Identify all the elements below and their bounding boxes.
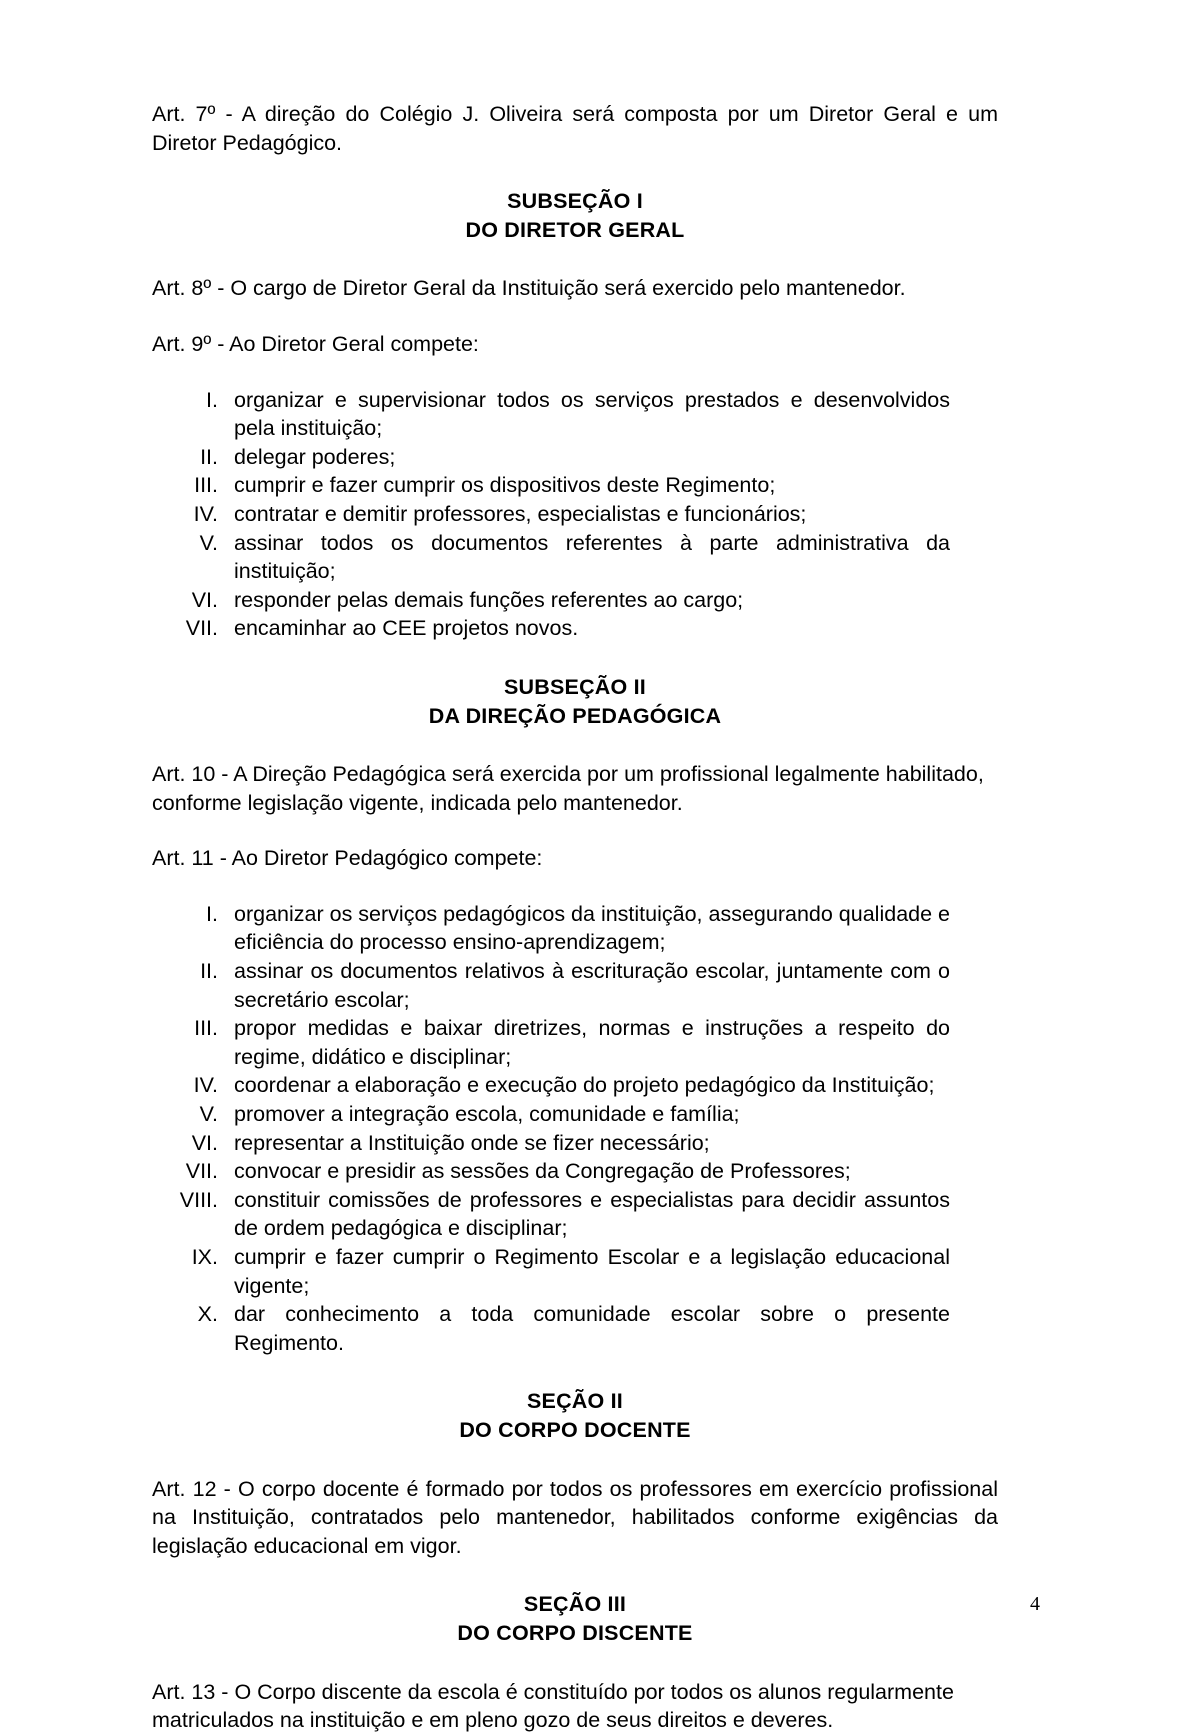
list-item <box>152 500 950 529</box>
list-item-marker: VI. <box>191 587 218 612</box>
list-item-marker: V. <box>199 1102 218 1127</box>
list-item <box>152 957 950 1014</box>
list-item <box>152 1243 950 1300</box>
paragraph-art-10: Art. 10 - A Direção Pedagógica será exercida por um profissional legalmente habilitado, conforme legislação vigente, indicada pelo mantenedor. <box>152 762 984 815</box>
spacer <box>152 1560 998 1590</box>
list-item-marker: IV. <box>193 1073 218 1098</box>
heading-subsecao-1-line-1: SUBSEÇÃO I <box>507 189 643 214</box>
list-item-marker: III. <box>194 1016 218 1041</box>
heading-subsecao-1-line-2: DO DIRETOR GERAL <box>465 217 685 242</box>
spacer <box>152 157 998 187</box>
list-item-marker: VII. <box>185 1159 218 1184</box>
list-item <box>152 1157 950 1186</box>
heading-subsecao-2 <box>152 673 998 730</box>
list-item-marker: VIII. <box>179 1187 218 1212</box>
list-item-text: encaminhar ao CEE projetos novos. <box>234 616 579 641</box>
list-item <box>152 586 950 615</box>
list-art-11-items <box>152 900 950 1358</box>
page-number: 4 <box>1030 1593 1040 1615</box>
heading-secao-2-line-1: SEÇÃO II <box>527 1389 623 1414</box>
spacer <box>152 244 998 274</box>
list-item-text: organizar e supervisionar todos os serviços prestados e desenvolvidos pela instituição; <box>234 387 950 441</box>
spacer <box>152 1648 998 1678</box>
list-item <box>152 386 950 443</box>
paragraph-art-7: Art. 7º - A direção do Colégio J. Oliveira será composta por um Diretor Geral e um Diretor Pedagógico. <box>152 102 998 155</box>
list-item-text: constituir comissões de professores e especialistas para decidir assuntos de ordem pedagógica e disciplinar; <box>234 1187 950 1241</box>
list-item-marker: III. <box>194 473 218 498</box>
list-item-marker: IV. <box>193 501 218 526</box>
paragraph-art-8: Art. 8º - O cargo de Diretor Geral da Instituição será exercido pelo mantenedor. <box>152 276 906 301</box>
list-item-text: convocar e presidir as sessões da Congregação de Professores; <box>234 1159 851 1184</box>
list-item-marker: II. <box>200 444 218 469</box>
list-item-marker: IX. <box>191 1245 218 1269</box>
spacer <box>152 643 998 673</box>
list-item <box>152 614 950 643</box>
list-item-marker: VI. <box>191 1130 218 1155</box>
spacer <box>152 730 998 760</box>
heading-subsecao-2-line-1: SUBSEÇÃO II <box>504 674 646 699</box>
list-art-9-items <box>152 386 950 643</box>
list-item <box>152 529 950 586</box>
list-item <box>152 1100 950 1129</box>
paragraph-art-12: Art. 12 - O corpo docente é formado por todos os professores em exercício profissional na Instituição, contratados pelo mantenedor, habilitados conforme exigências da legislação educacional em vigor. <box>152 1476 998 1558</box>
list-item-text: dar conhecimento a toda comunidade escolar sobre o presente Regimento. <box>234 1302 950 1355</box>
spacer <box>152 1445 998 1475</box>
list-item-text: cumprir e fazer cumprir o Regimento Escolar e a legislação educacional vigente; <box>234 1245 950 1298</box>
list-item-text: contratar e demitir professores, especialistas e funcionários; <box>234 501 807 526</box>
list-item-text: coordenar a elaboração e execução do projeto pedagógico da Instituição; <box>234 1073 935 1098</box>
list-item <box>152 1300 950 1357</box>
list-item <box>152 1071 950 1100</box>
paragraph-art-9: Art. 9º - Ao Diretor Geral compete: <box>152 331 479 356</box>
list-item-marker: I. <box>206 901 218 926</box>
spacer <box>152 303 998 330</box>
page-content <box>152 100 998 1735</box>
list-item <box>152 471 950 500</box>
list-item-text: responder pelas demais funções referentes ao cargo; <box>234 587 744 612</box>
list-item-text: delegar poderes; <box>234 444 396 469</box>
list-item-text: propor medidas e baixar diretrizes, normas e instruções a respeito do regime, didático e disciplinar; <box>234 1016 950 1069</box>
spacer <box>152 1357 998 1387</box>
paragraph-art-13: Art. 13 - O Corpo discente da escola é constituído por todos os alunos regularmente matriculados na instituição e em pleno gozo de seus direitos e deveres. <box>152 1679 954 1733</box>
list-item-text: promover a integração escola, comunidade e família; <box>234 1102 740 1127</box>
list-item-text: representar a Instituição onde se fizer necessário; <box>234 1130 710 1155</box>
heading-secao-2 <box>152 1387 998 1444</box>
heading-secao-3-line-1: SEÇÃO III <box>523 1592 627 1617</box>
heading-secao-2-line-2: DO CORPO DOCENTE <box>459 1417 691 1442</box>
list-item-text: cumprir e fazer cumprir os dispositivos deste Regimento; <box>234 473 776 498</box>
heading-secao-3-line-2: DO CORPO DISCENTE <box>457 1620 693 1645</box>
list-item-text: organizar os serviços pedagógicos da instituição, assegurando qualidade e eficiência do processo ensino-aprendizagem; <box>234 901 950 955</box>
heading-subsecao-2-line-2: DA DIREÇÃO PEDAGÓGICA <box>428 703 722 728</box>
list-item <box>152 1129 950 1158</box>
list-item <box>152 1186 950 1243</box>
paragraph-art-11: Art. 11 - Ao Diretor Pedagógico compete: <box>152 846 543 871</box>
list-item-marker: V. <box>199 530 218 555</box>
list-item <box>152 443 950 472</box>
list-item <box>152 1014 950 1071</box>
heading-secao-3 <box>152 1590 998 1647</box>
spacer <box>152 817 998 844</box>
list-item-marker: X. <box>197 1302 218 1327</box>
heading-subsecao-1 <box>152 187 998 244</box>
list-item <box>152 900 950 957</box>
list-item-text: assinar todos os documentos referentes à parte administrativa da instituição; <box>234 530 950 584</box>
list-item-marker: II. <box>200 959 218 984</box>
list-item-marker: I. <box>206 387 218 412</box>
list-item-marker: VII. <box>185 616 218 641</box>
spacer <box>152 873 998 900</box>
spacer <box>152 359 998 386</box>
list-item-text: assinar os documentos relativos à escrituração escolar, juntamente com o secretário escolar; <box>234 959 950 1012</box>
